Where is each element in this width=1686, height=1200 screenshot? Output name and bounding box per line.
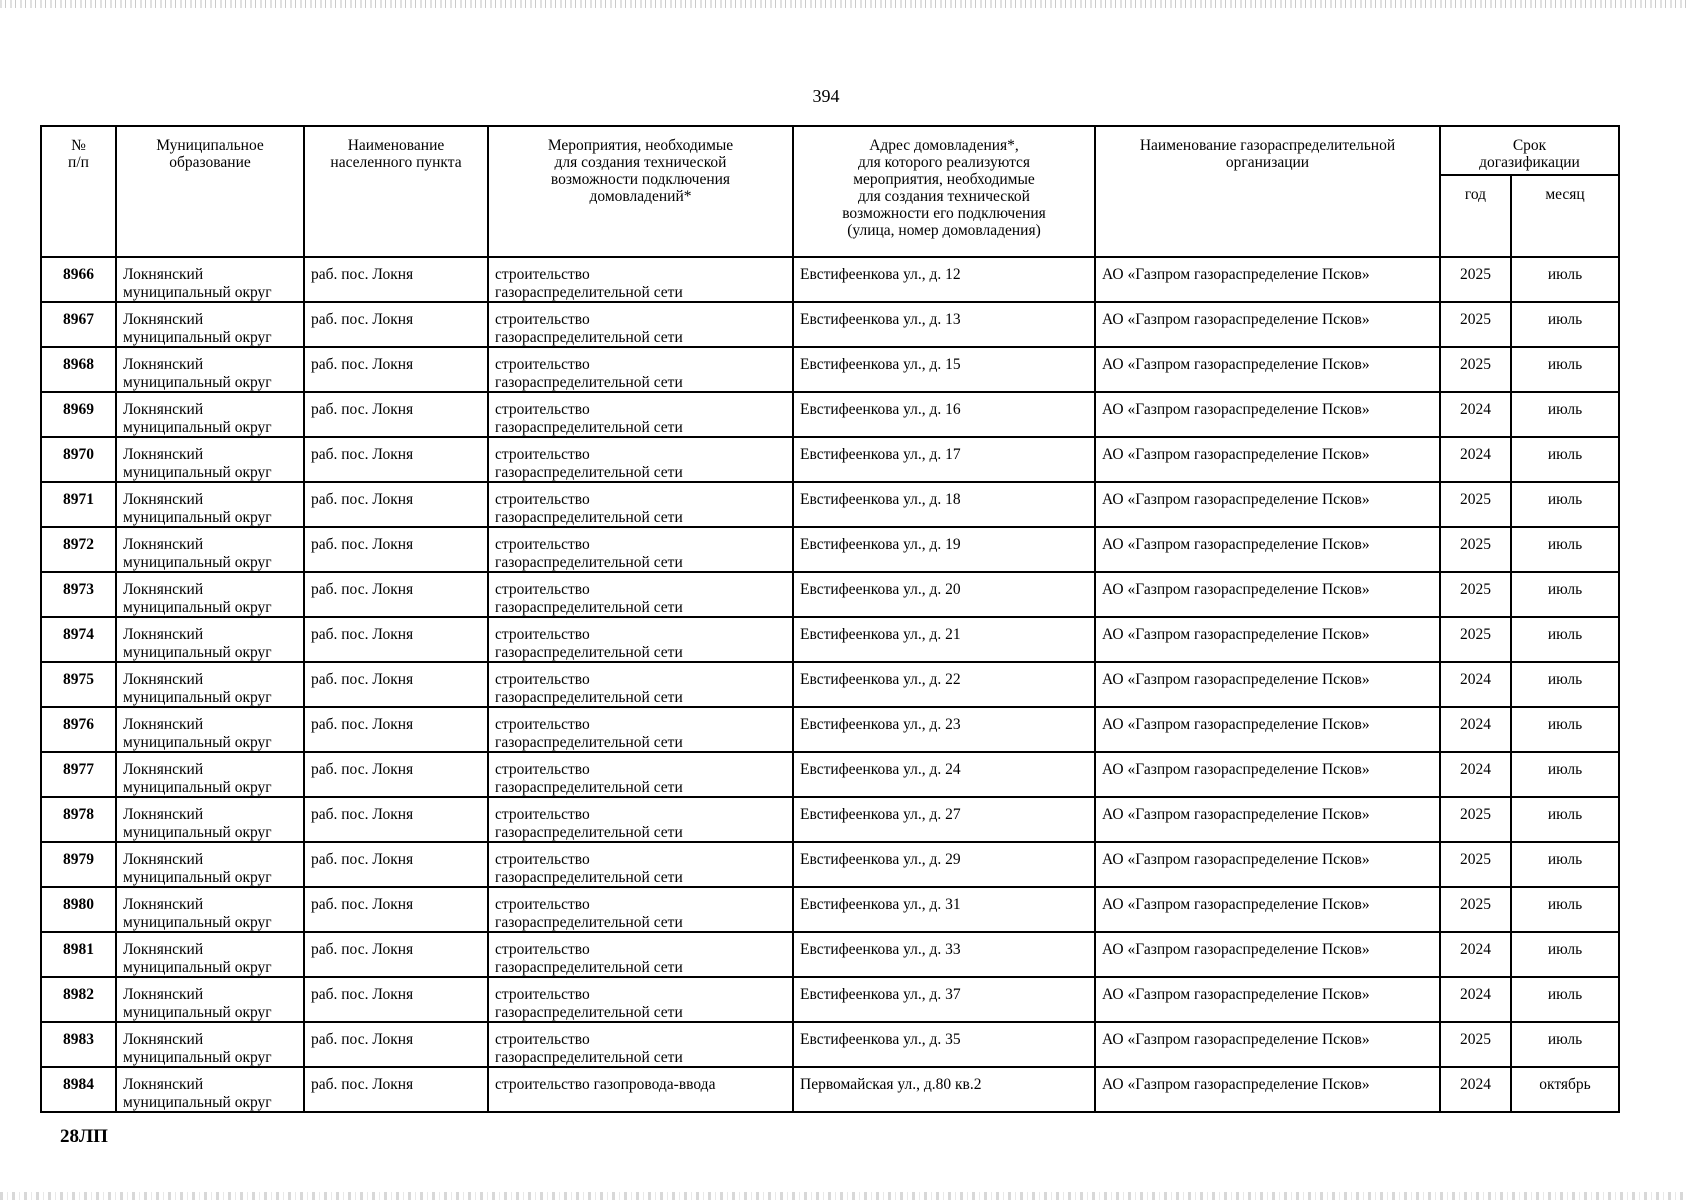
header-num [41,126,116,257]
header-measures [488,126,793,257]
cell-organization: АО «Газпром газораспределение Псков» [1095,707,1440,752]
cell-num: 8966 [41,257,116,302]
cell-month: июль [1511,572,1619,617]
cell-settlement: раб. пос. Локня [304,887,488,932]
cell-num: 8984 [41,1067,116,1112]
cell-settlement: раб. пос. Локня [304,797,488,842]
cell-month: июль [1511,302,1619,347]
cell-measures: строительство газораспределительной сети [488,482,793,527]
scan-edge-bottom [0,1192,1686,1200]
cell-address: Евстифеенкова ул., д. 17 [793,437,1095,482]
cell-address: Первомайская ул., д.80 кв.2 [793,1067,1095,1112]
cell-year: 2025 [1440,1022,1511,1067]
cell-year: 2025 [1440,617,1511,662]
cell-settlement: раб. пос. Локня [304,437,488,482]
cell-num: 8979 [41,842,116,887]
cell-municipality: Локнянский муниципальный округ [116,392,304,437]
cell-municipality: Локнянский муниципальный округ [116,977,304,1022]
cell-settlement: раб. пос. Локня [304,752,488,797]
cell-num: 8968 [41,347,116,392]
header-municipality-text: Муниципальное образование [156,137,264,171]
cell-address: Евстифеенкова ул., д. 31 [793,887,1095,932]
header-term-text: Срок догазификации [1479,137,1580,171]
cell-address: Евстифеенкова ул., д. 24 [793,752,1095,797]
cell-address: Евстифеенкова ул., д. 29 [793,842,1095,887]
cell-year: 2025 [1440,527,1511,572]
cell-measures: строительство газораспределительной сети [488,977,793,1022]
header-organization [1095,126,1440,257]
header-settlement [304,126,488,257]
cell-month: июль [1511,1022,1619,1067]
cell-municipality: Локнянский муниципальный округ [116,797,304,842]
cell-month: июль [1511,932,1619,977]
cell-measures: строительство газораспределительной сети [488,662,793,707]
cell-month: июль [1511,707,1619,752]
cell-address: Евстифеенкова ул., д. 12 [793,257,1095,302]
cell-num: 8971 [41,482,116,527]
cell-organization: АО «Газпром газораспределение Псков» [1095,617,1440,662]
table-row [41,932,1619,977]
cell-settlement: раб. пос. Локня [304,572,488,617]
scan-edge-top [0,0,1686,8]
cell-num: 8976 [41,707,116,752]
table-row [41,707,1619,752]
cell-month: июль [1511,347,1619,392]
cell-settlement: раб. пос. Локня [304,482,488,527]
cell-year: 2024 [1440,392,1511,437]
table-row [41,572,1619,617]
cell-address: Евстифеенкова ул., д. 23 [793,707,1095,752]
cell-month: июль [1511,392,1619,437]
table-row [41,302,1619,347]
cell-municipality: Локнянский муниципальный округ [116,347,304,392]
page-number: 394 [812,86,840,106]
cell-num: 8973 [41,572,116,617]
cell-year: 2025 [1440,842,1511,887]
cell-measures: строительство газораспределительной сети [488,842,793,887]
cell-address: Евстифеенкова ул., д. 35 [793,1022,1095,1067]
cell-measures: строительство газораспределительной сети [488,257,793,302]
cell-organization: АО «Газпром газораспределение Псков» [1095,347,1440,392]
cell-year: 2024 [1440,437,1511,482]
cell-address: Евстифеенкова ул., д. 19 [793,527,1095,572]
cell-municipality: Локнянский муниципальный округ [116,932,304,977]
cell-measures: строительство газораспределительной сети [488,797,793,842]
cell-address: Евстифеенкова ул., д. 27 [793,797,1095,842]
header-term [1440,126,1619,175]
cell-settlement: раб. пос. Локня [304,302,488,347]
cell-num: 8969 [41,392,116,437]
cell-num: 8970 [41,437,116,482]
cell-measures: строительство газораспределительной сети [488,347,793,392]
header-settlement-text: Наименование населенного пункта [330,137,462,171]
table-row [41,797,1619,842]
header-num-text: № п/п [68,137,89,171]
cell-settlement: раб. пос. Локня [304,1022,488,1067]
cell-organization: АО «Газпром газораспределение Псков» [1095,302,1440,347]
cell-month: июль [1511,977,1619,1022]
cell-measures: строительство газораспределительной сети [488,887,793,932]
cell-settlement: раб. пос. Локня [304,1067,488,1112]
cell-measures: строительство газораспределительной сети [488,527,793,572]
cell-municipality: Локнянский муниципальный округ [116,302,304,347]
cell-organization: АО «Газпром газораспределение Псков» [1095,932,1440,977]
cell-num: 8974 [41,617,116,662]
cell-municipality: Локнянский муниципальный округ [116,752,304,797]
table-row [41,842,1619,887]
cell-year: 2024 [1440,932,1511,977]
cell-settlement: раб. пос. Локня [304,527,488,572]
cell-measures: строительство газораспределительной сети [488,932,793,977]
cell-num: 8975 [41,662,116,707]
cell-month: июль [1511,482,1619,527]
table-row [41,662,1619,707]
gasification-table [40,125,1620,1113]
cell-address: Евстифеенкова ул., д. 33 [793,932,1095,977]
header-measures-text: Мероприятия, необходимые для создания технической возможности подключения домовладений* [547,137,734,205]
cell-measures: строительство газораспределительной сети [488,437,793,482]
cell-measures: строительство газораспределительной сети [488,572,793,617]
cell-organization: АО «Газпром газораспределение Псков» [1095,257,1440,302]
cell-month: октябрь [1511,1067,1619,1112]
cell-month: июль [1511,527,1619,572]
cell-municipality: Локнянский муниципальный округ [116,572,304,617]
table-row [41,1022,1619,1067]
cell-measures: строительство газораспределительной сети [488,617,793,662]
table-row [41,527,1619,572]
cell-organization: АО «Газпром газораспределение Псков» [1095,1022,1440,1067]
header-month: месяц [1511,175,1619,257]
cell-municipality: Локнянский муниципальный округ [116,707,304,752]
cell-municipality: Локнянский муниципальный округ [116,887,304,932]
table-row [41,752,1619,797]
cell-municipality: Локнянский муниципальный округ [116,617,304,662]
cell-address: Евстифеенкова ул., д. 15 [793,347,1095,392]
cell-settlement: раб. пос. Локня [304,977,488,1022]
cell-month: июль [1511,662,1619,707]
cell-month: июль [1511,257,1619,302]
cell-municipality: Локнянский муниципальный округ [116,437,304,482]
cell-measures: строительство газораспределительной сети [488,302,793,347]
cell-year: 2025 [1440,347,1511,392]
cell-num: 8981 [41,932,116,977]
cell-year: 2025 [1440,257,1511,302]
cell-address: Евстифеенкова ул., д. 18 [793,482,1095,527]
table-row [41,887,1619,932]
table-header [41,126,1619,257]
table-row [41,347,1619,392]
cell-measures: строительство газораспределительной сети [488,1022,793,1067]
cell-organization: АО «Газпром газораспределение Псков» [1095,1067,1440,1112]
cell-num: 8978 [41,797,116,842]
table-row [41,257,1619,302]
cell-settlement: раб. пос. Локня [304,842,488,887]
header-row-main [41,126,1619,175]
header-municipality [116,126,304,257]
cell-organization: АО «Газпром газораспределение Псков» [1095,887,1440,932]
cell-organization: АО «Газпром газораспределение Псков» [1095,977,1440,1022]
cell-municipality: Локнянский муниципальный округ [116,257,304,302]
cell-month: июль [1511,617,1619,662]
cell-municipality: Локнянский муниципальный округ [116,662,304,707]
cell-settlement: раб. пос. Локня [304,662,488,707]
cell-month: июль [1511,797,1619,842]
cell-num: 8982 [41,977,116,1022]
cell-address: Евстифеенкова ул., д. 13 [793,302,1095,347]
cell-municipality: Локнянский муниципальный округ [116,527,304,572]
cell-measures: строительство газораспределительной сети [488,707,793,752]
cell-settlement: раб. пос. Локня [304,617,488,662]
cell-year: 2024 [1440,662,1511,707]
cell-municipality: Локнянский муниципальный округ [116,1022,304,1067]
cell-measures: строительство газораспределительной сети [488,752,793,797]
cell-organization: АО «Газпром газораспределение Псков» [1095,572,1440,617]
table-row [41,977,1619,1022]
cell-settlement: раб. пос. Локня [304,347,488,392]
cell-organization: АО «Газпром газораспределение Псков» [1095,842,1440,887]
cell-month: июль [1511,887,1619,932]
cell-municipality: Локнянский муниципальный округ [116,482,304,527]
cell-organization: АО «Газпром газораспределение Псков» [1095,752,1440,797]
table-row [41,437,1619,482]
document-code: 28ЛП [60,1126,108,1147]
cell-year: 2024 [1440,977,1511,1022]
cell-num: 8977 [41,752,116,797]
header-organization-text: Наименование газораспределительной организации [1139,137,1396,171]
table-row [41,617,1619,662]
cell-organization: АО «Газпром газораспределение Псков» [1095,797,1440,842]
cell-month: июль [1511,437,1619,482]
cell-municipality: Локнянский муниципальный округ [116,842,304,887]
cell-measures: строительство газопровода-ввода [488,1067,793,1112]
cell-municipality: Локнянский муниципальный округ [116,1067,304,1112]
header-address-text: Адрес домовладения*, для которого реализуются мероприятия, необходимые для создания технической возможности его подключения (улица, номер домовладения) [842,137,1046,239]
cell-year: 2024 [1440,1067,1511,1112]
cell-address: Евстифеенкова ул., д. 21 [793,617,1095,662]
cell-measures: строительство газораспределительной сети [488,392,793,437]
cell-num: 8972 [41,527,116,572]
cell-settlement: раб. пос. Локня [304,392,488,437]
cell-year: 2025 [1440,302,1511,347]
cell-organization: АО «Газпром газораспределение Псков» [1095,482,1440,527]
cell-year: 2025 [1440,482,1511,527]
cell-month: июль [1511,752,1619,797]
cell-address: Евстифеенкова ул., д. 16 [793,392,1095,437]
cell-month: июль [1511,842,1619,887]
cell-address: Евстифеенкова ул., д. 37 [793,977,1095,1022]
cell-address: Евстифеенкова ул., д. 20 [793,572,1095,617]
cell-organization: АО «Газпром газораспределение Псков» [1095,437,1440,482]
cell-year: 2024 [1440,707,1511,752]
cell-num: 8967 [41,302,116,347]
cell-year: 2024 [1440,752,1511,797]
cell-year: 2025 [1440,572,1511,617]
cell-num: 8980 [41,887,116,932]
table-row [41,1067,1619,1112]
cell-address: Евстифеенкова ул., д. 22 [793,662,1095,707]
header-address [793,126,1095,257]
cell-year: 2025 [1440,887,1511,932]
cell-num: 8983 [41,1022,116,1067]
table-body [41,257,1619,1112]
cell-settlement: раб. пос. Локня [304,257,488,302]
cell-organization: АО «Газпром газораспределение Псков» [1095,392,1440,437]
cell-settlement: раб. пос. Локня [304,707,488,752]
cell-year: 2025 [1440,797,1511,842]
header-year: год [1440,175,1511,257]
table-row [41,482,1619,527]
cell-settlement: раб. пос. Локня [304,932,488,977]
cell-organization: АО «Газпром газораспределение Псков» [1095,662,1440,707]
cell-organization: АО «Газпром газораспределение Псков» [1095,527,1440,572]
table-row [41,392,1619,437]
